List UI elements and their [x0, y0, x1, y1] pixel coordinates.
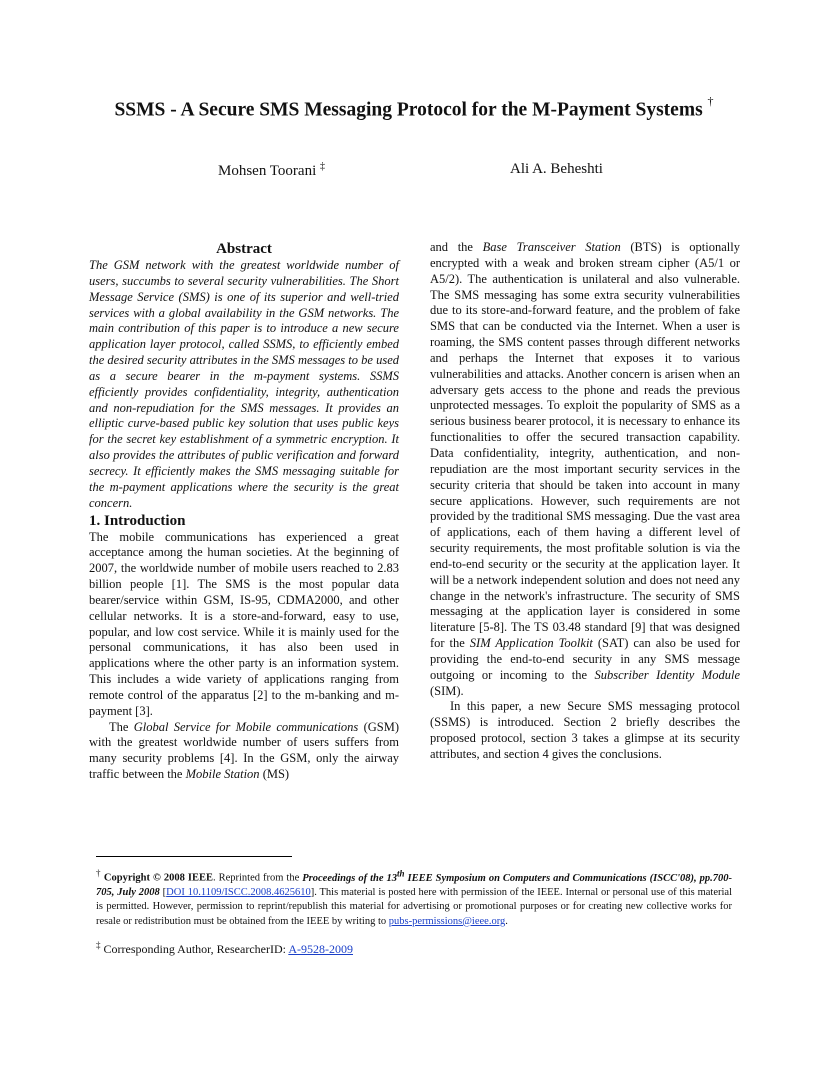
- abstract-heading: Abstract: [216, 241, 272, 257]
- researcher-id-link[interactable]: A-9528-2009: [288, 942, 353, 956]
- footnote-corresponding-author: ‡ Corresponding Author, ResearcherID: A-9528-2009: [96, 940, 353, 956]
- intro-paragraph-3: In this paper, a new Secure SMS messaging protocol (SSMS) is introduced. Section 2 briefly describes the proposed protocol, section 3 takes a glimpse at its security attributes, and section 4 gives the conclusions.: [430, 699, 740, 761]
- left-column: [89, 240, 399, 783]
- paper-title: SSMS - A Secure SMS Messaging Protocol for the M-Payment Systems †: [114, 94, 714, 121]
- footnote-mark: ‡: [96, 940, 101, 950]
- footnote-copyright: † Copyright © 2008 IEEE. Reprinted from the Proceedings of the 13th IEEE Symposium on Computers and Communications (ISCC'08), pp.700-705, July 2008 [DOI 10.1109/ISCC.2008.4625610]. This material is posted here with permission of the IEEE. Internal or personal use of this material is permitted. However, permission to reprint/republish this material for advertising or promotional purposes or for creating new collective works for resale or redistribution must be obtained from the IEEE by writing to pubs-permissions@ieee.org.: [96, 868, 732, 927]
- title-footnote-mark: †: [707, 94, 714, 108]
- introduction-heading: 1. Introduction: [89, 512, 186, 529]
- footnote-mark: †: [96, 868, 101, 878]
- author-1: [218, 161, 325, 180]
- author-2: [510, 161, 603, 178]
- email-link[interactable]: pubs-permissions@ieee.org: [388, 915, 506, 927]
- doi-link[interactable]: DOI 10.1109/ISCC.2008.4625610: [166, 886, 311, 898]
- right-column: [430, 240, 740, 763]
- author-footnote-mark: ‡: [320, 161, 325, 172]
- author-name: Ali A. Beheshti: [510, 161, 603, 177]
- footnote-divider: [96, 856, 292, 857]
- intro-paragraph-1: The mobile communications has experienced a great acceptance among the human societies. At the beginning of 2007, the worldwide number of mobile users reached to 2.83 billion people [1]. The SMS is the most popular data bearer/service within GSM, IS-95, CDMA2000, and other cellular networks. It is a store-and-forward, easy to use, popular, and low cost service. While it is mainly used for the personal communications, it has also been used in applications where the other party is an information system. This includes a wide variety of applications ranging from remote control of the apparatus [2] to the m-banking and m-payment [3].: [89, 529, 399, 718]
- abstract-text: The GSM network with the greatest worldwide number of users, succumbs to several security vulnerabilities. The Short Message Service (SMS) is one of its superior and well-tried services with a global availability in the GSM networks. The main contribution of this paper is to introduce a new secure application layer protocol, called SSMS, to efficiently embed the desired security attributes in the SMS messages to be used as a secure bearer in the m-payment systems. SSMS efficiently provides confidentiality, integrity, authentication and non-repudiation for the SMS messages. It provides an elliptic curve-based public key solution that uses public keys for the secret key establishment of a symmetric encryption. It also provides the attributes of public verification and forward secrecy. It efficiently makes the SMS messaging suitable for the m-payment applications where the security is the great concern.: [89, 258, 399, 510]
- intro-paragraph-2-part-2: and the Base Transceiver Station (BTS) is optionally encrypted with a weak and broken stream cipher (A5/1 or A5/2). The authentication is unilateral and also vulnerable. The SMS messaging has some extra security vulnerabilities due to its store-and-forward feature, and the problem of fake SMS that can be conducted via the Internet. When a user is roaming, the SMS content passes through different networks and perhaps the Internet that exposes it to various vulnerabilities and attacks. Another concern is arisen when an adversary gets access to the phone and reads the previous unprotected messages. To exploit the popularity of SMS as a serious business bearer protocol, it is necessary to enhance its functionalities to offer the secured transaction capability. Data confidentiality, integrity, authentication, and non-repudiation are the most important security services in the security criteria that should be taken into account in many secure applications. However, such requirements are not provided by the traditional SMS messaging. Due the vast area of applications, each of them having a different level of security requirements, the most profitable solution is via the end-to-end security or the security at the application layer. It will be a network independent solution and does not need any change in the network's infrastructure. The security of SMS messaging at the application layer is considered in some literature [5-8]. The TS 03.48 standard [9] that was designed for the SIM Application Toolkit (SAT) can also be used for providing the end-to-end security in any SMS message outgoing or incoming to the Subscriber Identity Module (SIM).: [430, 240, 741, 698]
- author-name: Mohsen Toorani: [218, 163, 317, 179]
- intro-paragraph-2-part-1: The Global Service for Mobile communications (GSM) with the greatest worldwide number of users suffers from many security problems [4]. In the GSM, only the airway traffic between the Mobile Station (MS): [89, 719, 399, 782]
